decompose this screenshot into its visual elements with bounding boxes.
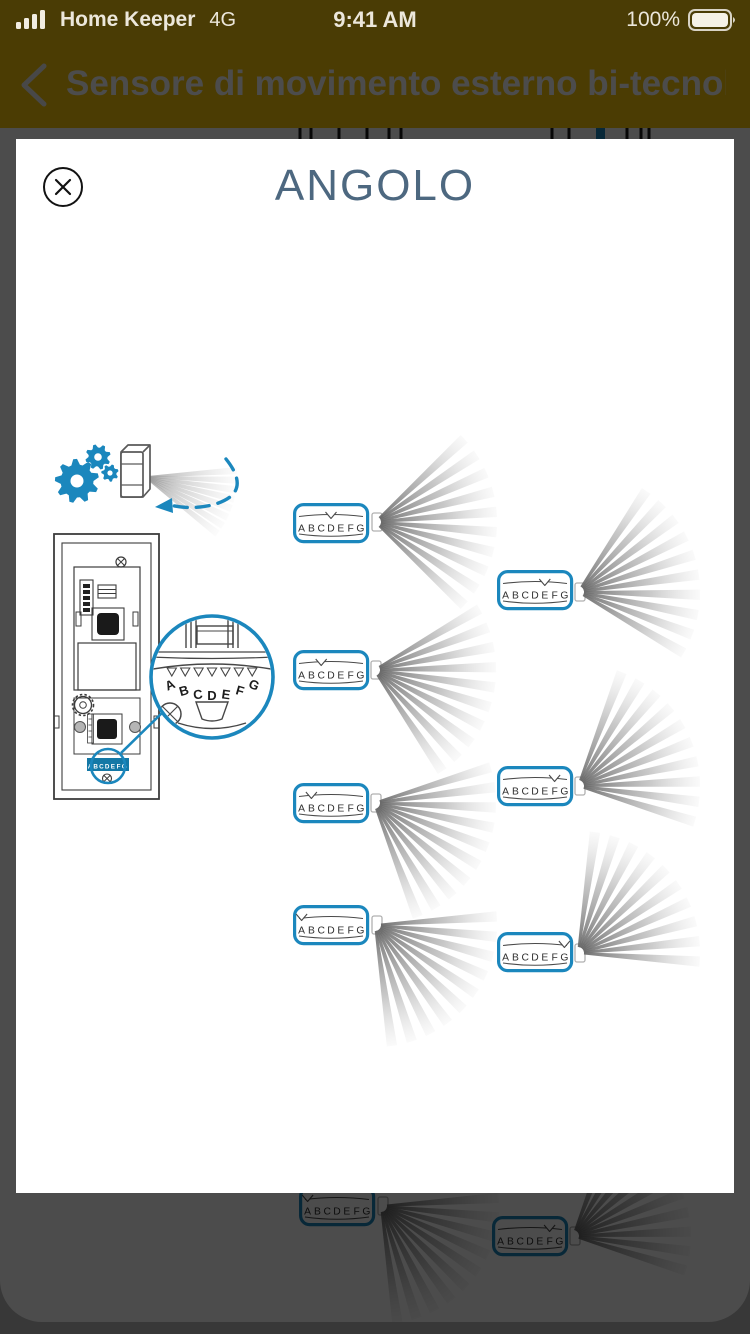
svg-text:A: A [502, 952, 510, 964]
svg-text:G: G [121, 763, 127, 771]
beam-fan-F [575, 670, 700, 826]
beam-fan-G [574, 831, 700, 966]
svg-text:B: B [307, 803, 315, 815]
svg-text:D: D [531, 952, 539, 964]
svg-text:F: F [551, 786, 558, 798]
dial-icon-D [295, 505, 368, 542]
svg-text:B: B [307, 523, 315, 535]
svg-text:E: E [541, 952, 549, 964]
beam-fan-C [371, 604, 496, 774]
svg-text:E: E [220, 686, 232, 703]
svg-text:E: E [110, 763, 115, 771]
svg-text:D: D [531, 786, 539, 798]
dial-magnifier [91, 610, 274, 783]
svg-text:E: E [337, 523, 345, 535]
svg-text:C: C [99, 763, 104, 771]
svg-text:G: G [356, 670, 365, 682]
svg-text:B: B [307, 925, 315, 937]
svg-text:A: A [162, 676, 178, 694]
dial-icon-A [295, 907, 368, 944]
carrier-label: Home Keeper [60, 8, 196, 31]
svg-text:C: C [521, 786, 529, 798]
svg-text:C: C [317, 925, 325, 937]
svg-text:G: G [560, 786, 569, 798]
svg-text:D: D [327, 803, 335, 815]
angle-options [295, 435, 701, 1047]
svg-text:F: F [347, 803, 354, 815]
rotation-arrowhead [155, 498, 173, 513]
beam-fan-B [371, 762, 496, 918]
svg-text:B: B [511, 590, 519, 602]
svg-text:B: B [93, 763, 98, 771]
dial-strip-letters [88, 764, 127, 771]
svg-text:C: C [317, 803, 325, 815]
battery-percent: 100% [626, 8, 680, 31]
svg-text:G: G [356, 803, 365, 815]
svg-text:A: A [502, 590, 510, 602]
beam-fan-D [372, 435, 497, 609]
svg-text:E: E [337, 803, 345, 815]
dial-icon-B [295, 785, 368, 822]
svg-text:A: A [298, 523, 306, 535]
clock: 9:41 AM [333, 7, 417, 32]
svg-text:D: D [327, 670, 335, 682]
modal-title: ANGOLO [274, 161, 476, 210]
svg-text:B: B [511, 952, 519, 964]
svg-text:D: D [327, 925, 335, 937]
battery-icon [688, 8, 738, 32]
svg-text:A: A [502, 786, 510, 798]
svg-text:B: B [307, 670, 315, 682]
svg-text:C: C [317, 523, 325, 535]
svg-text:E: E [541, 786, 549, 798]
gears-icon [55, 445, 119, 503]
svg-text:G: G [560, 590, 569, 602]
network-label: 4G [209, 8, 237, 31]
svg-text:E: E [337, 925, 345, 937]
angle-diagram [16, 139, 734, 1193]
svg-text:A: A [298, 803, 306, 815]
svg-text:G: G [356, 523, 365, 535]
svg-text:B: B [511, 786, 519, 798]
svg-text:C: C [317, 670, 325, 682]
svg-text:F: F [347, 523, 354, 535]
svg-text:F: F [234, 682, 246, 699]
svg-text:G: G [246, 675, 262, 694]
svg-text:F: F [347, 670, 354, 682]
svg-text:C: C [521, 590, 529, 602]
dial-icon-G [499, 934, 572, 971]
svg-text:F: F [116, 763, 121, 771]
svg-text:D: D [327, 523, 335, 535]
svg-text:C: C [521, 952, 529, 964]
svg-text:A: A [87, 763, 93, 771]
svg-text:A: A [298, 925, 306, 937]
svg-text:F: F [347, 925, 354, 937]
svg-text:G: G [560, 952, 569, 964]
svg-text:D: D [531, 590, 539, 602]
svg-text:C: C [192, 686, 204, 703]
svg-text:A: A [298, 670, 306, 682]
svg-text:D: D [207, 688, 217, 703]
sensor-device-diagram [54, 534, 159, 799]
svg-text:B: B [177, 682, 191, 700]
svg-text:E: E [337, 670, 345, 682]
svg-text:D: D [104, 763, 110, 771]
status-bar [0, 0, 750, 40]
angle-modal [16, 139, 734, 1193]
dial-icon-F [499, 768, 572, 805]
mini-sensor-icon [121, 445, 150, 497]
svg-text:F: F [551, 952, 558, 964]
beam-fan-A [371, 911, 497, 1046]
svg-text:G: G [356, 925, 365, 937]
dial-icon-E [499, 572, 572, 609]
settings-rotation-icon [55, 445, 237, 537]
dial-icon-C [295, 652, 368, 689]
svg-text:F: F [551, 590, 558, 602]
beam-fan-E [575, 488, 700, 658]
svg-text:E: E [541, 590, 549, 602]
